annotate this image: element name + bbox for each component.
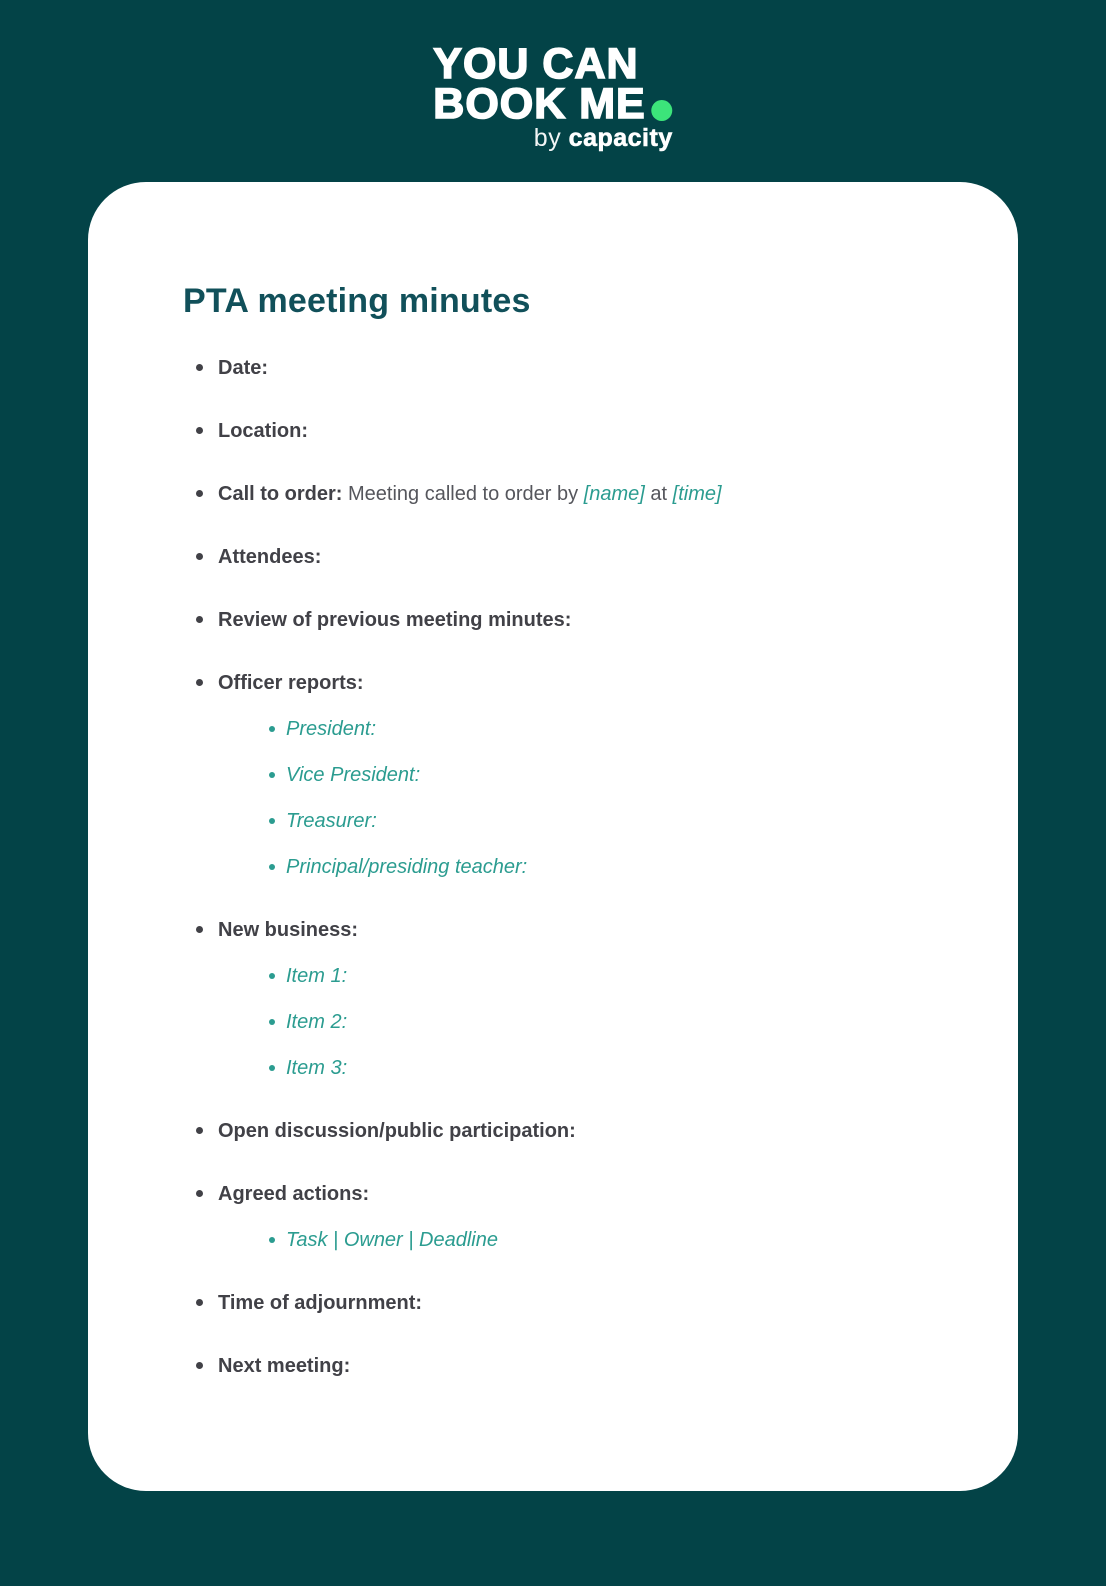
item-label: Attendees: xyxy=(218,546,322,568)
item-text: at xyxy=(644,483,673,505)
item-text: Meeting called to order by xyxy=(342,483,584,505)
item-label: Call to order: xyxy=(218,483,343,505)
minutes-item xyxy=(183,608,958,632)
logo-byline xyxy=(433,125,672,151)
sub-item: President: xyxy=(218,717,958,741)
page-title: PTA meeting minutes xyxy=(183,282,531,320)
item-label: Date: xyxy=(218,357,269,379)
sub-list xyxy=(218,717,958,879)
byline-prefix: by xyxy=(533,124,562,152)
minutes-item xyxy=(183,545,958,569)
item-label: Location: xyxy=(218,420,308,442)
item-label: Agreed actions: xyxy=(218,1183,370,1205)
sub-item: Item 2: xyxy=(218,1010,958,1034)
minutes-item xyxy=(183,1354,958,1378)
item-label: Time of adjournment: xyxy=(218,1292,423,1314)
item-label: Officer reports: xyxy=(218,672,364,694)
item-label: Review of previous meeting minutes: xyxy=(218,609,572,631)
youcanbookme-logo xyxy=(433,40,673,152)
sub-list xyxy=(218,1228,958,1252)
sub-item: Treasurer: xyxy=(218,809,958,833)
sub-item: Item 1: xyxy=(218,964,958,988)
item-label: Open discussion/public participation: xyxy=(218,1120,576,1142)
item-label: New business: xyxy=(218,919,359,941)
byline-brand: capacity xyxy=(568,124,673,152)
minutes-list xyxy=(183,356,958,1378)
document-card xyxy=(88,182,1018,1491)
logo-green-dot-icon xyxy=(652,100,673,121)
minutes-item xyxy=(183,671,958,879)
sub-item: Vice President: xyxy=(218,763,958,787)
minutes-item xyxy=(183,1182,958,1252)
sub-list xyxy=(218,964,958,1080)
logo-line2-text: BOOK ME xyxy=(433,80,646,128)
minutes-item xyxy=(183,1291,958,1315)
sub-item: Task | Owner | Deadline xyxy=(218,1228,958,1252)
item-label: Next meeting: xyxy=(218,1355,351,1377)
minutes-item xyxy=(183,482,958,506)
logo-line1: YOU CAN xyxy=(433,40,639,88)
placeholder-text: [time] xyxy=(672,483,722,505)
minutes-item xyxy=(183,1119,958,1143)
minutes-item xyxy=(183,918,958,1080)
sub-item: Principal/presiding teacher: xyxy=(218,855,958,879)
logo-line2 xyxy=(433,80,672,128)
placeholder-text: [name] xyxy=(583,483,645,505)
sub-item: Item 3: xyxy=(218,1056,958,1080)
minutes-item xyxy=(183,356,958,380)
minutes-item xyxy=(183,419,958,443)
